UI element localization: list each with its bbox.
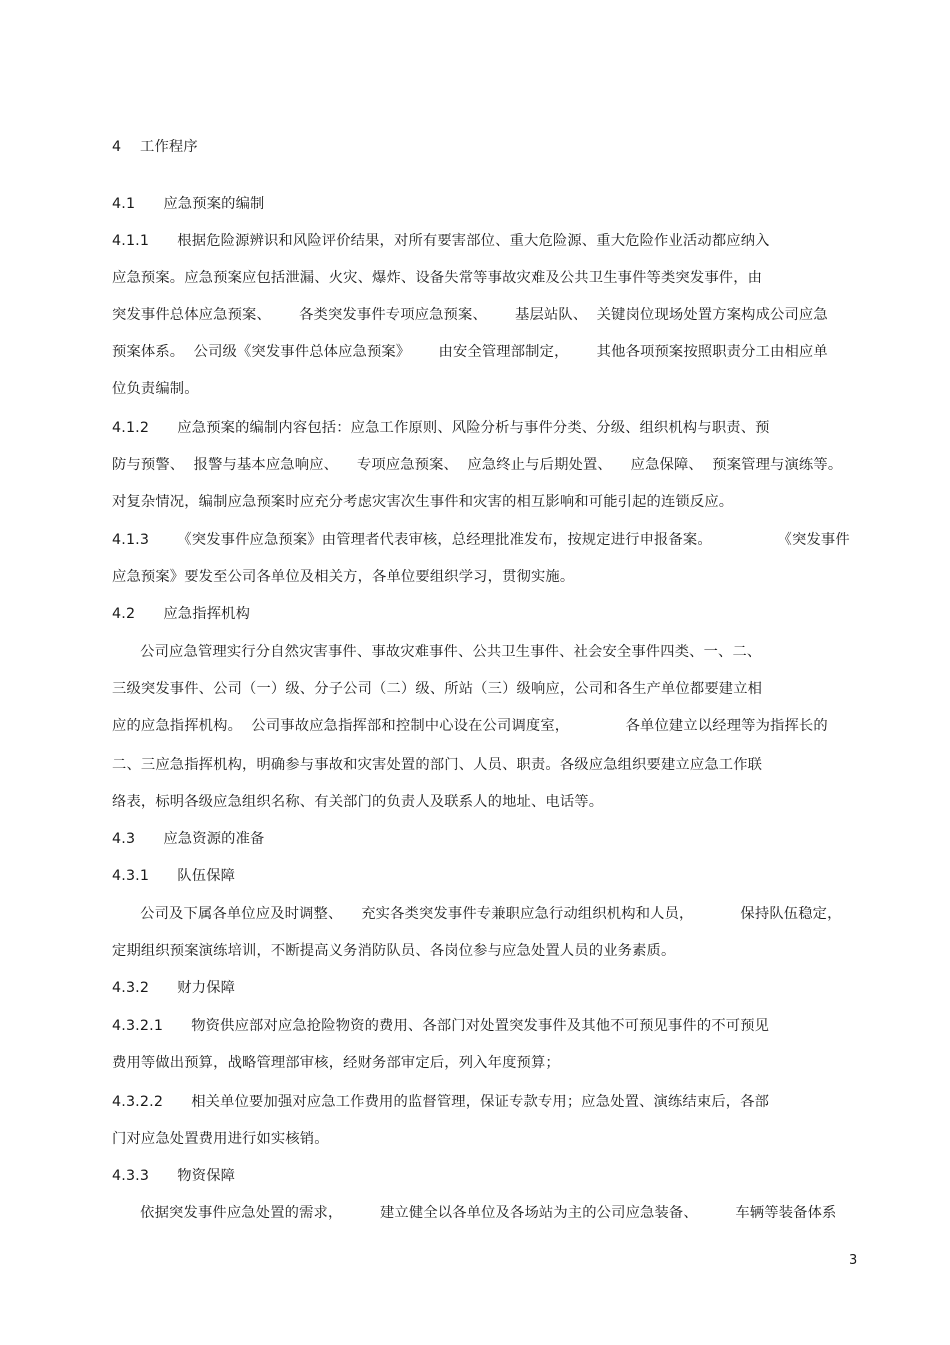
paragraph-line: 公司应急管理实行分自然灾害事件、事故灾难事件、公共卫生事件、社会安全事件四类、一、二、 (112, 644, 762, 660)
paragraph-line: 4.1.1 根据危险源辨识和风险评价结果，对所有要害部位、重大危险源、重大危险作业活动都应纳入 (112, 233, 770, 249)
paragraph-line: 二、三应急指挥机构，明确参与事故和灾害处置的部门、人员、职责。各级应急组织要建立应急工作联 (112, 757, 763, 773)
paragraph-line: 门对应急处置费用进行如实核销。 (112, 1131, 329, 1147)
paragraph-line: 费用等做出预算，战略管理部审核，经财务部审定后，列入年度预算； (112, 1055, 560, 1071)
paragraph-line: 位负责编制。 (112, 381, 199, 397)
paragraph-line: 防与预警、 报警与基本应急响应、 专项应急预案、 应急终止与后期处置、 应急保障、 预案管理与演练等。 (112, 457, 843, 473)
paragraph-line: 4.3.2.1 物资供应部对应急抢险物资的费用、各部门对处置突发事件及其他不可预见事件的不可预见 (112, 1018, 770, 1034)
paragraph-line: 4.1.3 《突发事件应急预案》由管理者代表审核，总经理批准发布，按规定进行申报备案。 《突发事件 (112, 532, 850, 548)
paragraph-line: 4.3.2.2 相关单位要加强对应急工作费用的监督管理，保证专款专用；应急处置、演练结束后，各部 (112, 1094, 770, 1110)
heading-4-3: 4.3 应急资源的准备 (112, 831, 265, 847)
paragraph-line: 络表，标明各级应急组织名称、有关部门的负责人及联系人的地址、电话等。 (112, 794, 604, 810)
paragraph-line: 对复杂情况，编制应急预案时应充分考虑灾害次生事件和灾害的相互影响和可能引起的连锁反应。 (112, 494, 734, 510)
paragraph-line: 应急预案。应急预案应包括泄漏、火灾、爆炸、设备失常等事故灾难及公共卫生事件等类突发事件，由 (112, 270, 763, 286)
paragraph-line: 突发事件总体应急预案、 各类突发事件专项应急预案、 基层站队、 关键岗位现场处置方案构成公司应急 (112, 307, 828, 323)
heading-4-3-1: 4.3.1 队伍保障 (112, 868, 236, 884)
heading-4-3-3: 4.3.3 物资保障 (112, 1168, 236, 1184)
heading-4-3-2: 4.3.2 财力保障 (112, 980, 236, 996)
page-number: 3 (849, 1253, 858, 1268)
paragraph-line: 预案体系。 公司级《突发事件总体应急预案》 由安全管理部制定， 其他各项预案按照职责分工由相应单 (112, 344, 828, 360)
paragraph-line: 公司及下属各单位应及时调整、 充实各类突发事件专兼职应急行动组织机构和人员， 保持队伍稳定， (112, 906, 842, 922)
paragraph-line: 4.1.2 应急预案的编制内容包括：应急工作原则、风险分析与事件分类、分级、组织机构与职责、预 (112, 420, 770, 436)
paragraph-line: 依据突发事件应急处置的需求， 建立健全以各单位及各场站为主的公司应急装备、 车辆等装备体系 (112, 1205, 837, 1221)
paragraph-line: 定期组织预案演练培训，不断提高义务消防队员、各岗位参与应急处置人员的业务素质。 (112, 943, 676, 959)
heading-4-2: 4.2 应急指挥机构 (112, 606, 251, 622)
heading-4-1: 4.1 应急预案的编制 (112, 196, 265, 212)
paragraph-line: 三级突发事件、公司（一）级、分子公司（二）级、所站（三）级响应，公司和各生产单位都要建立相 (112, 681, 763, 697)
heading-4: 4 工作程序 (112, 139, 198, 155)
paragraph-line: 应急预案》要发至公司各单位及相关方，各单位要组织学习，贯彻实施。 (112, 569, 575, 585)
paragraph-line: 应的应急指挥机构。 公司事故应急指挥部和控制中心设在公司调度室， 各单位建立以经理等为指挥长的 (112, 718, 828, 734)
